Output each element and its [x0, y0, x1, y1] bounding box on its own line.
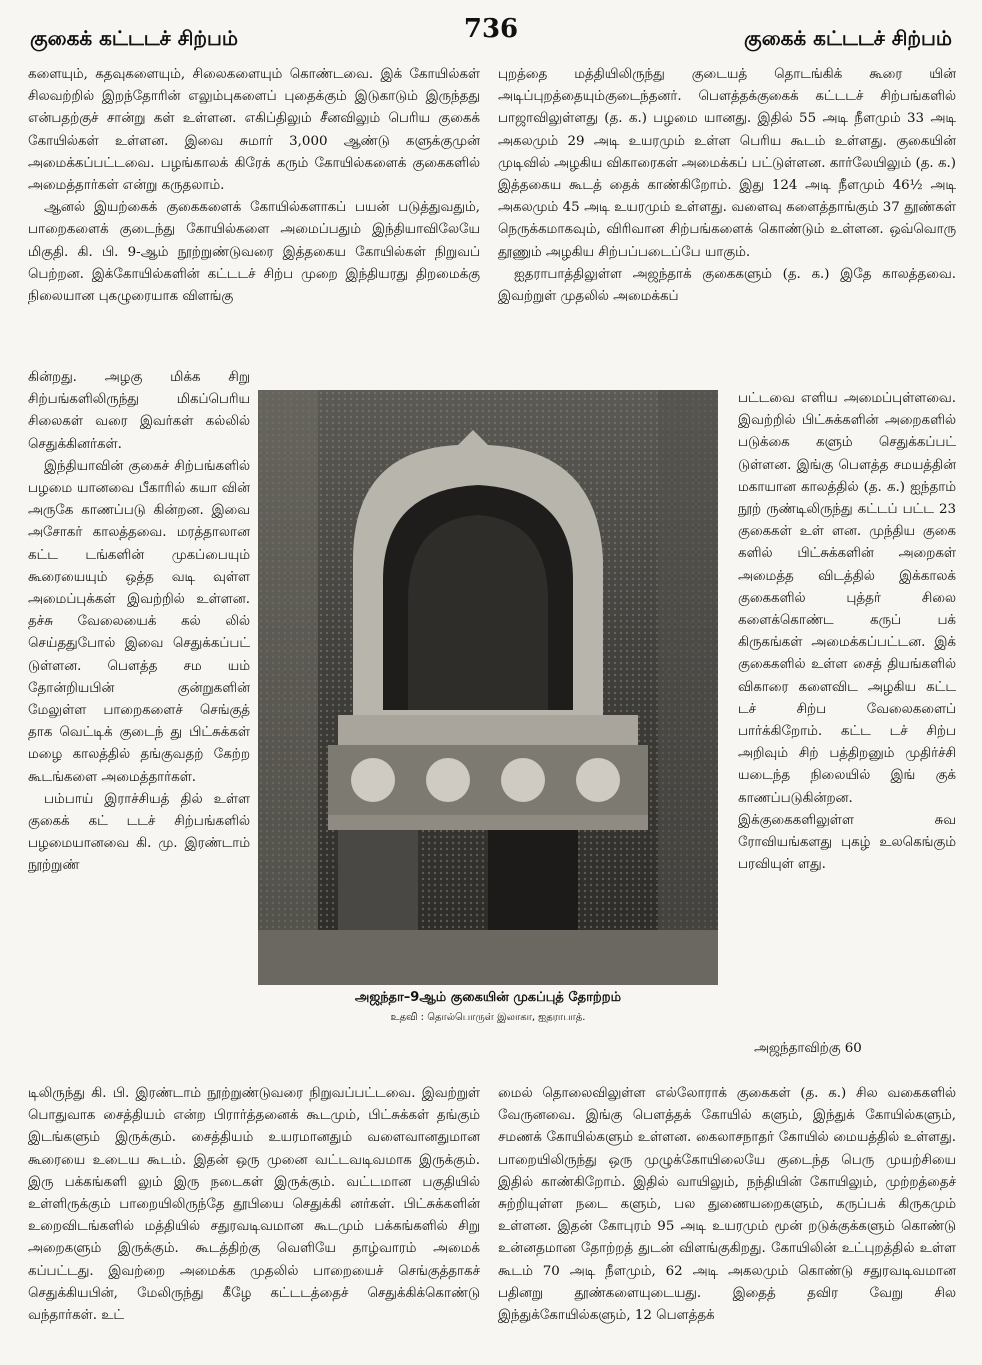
paragraph: களையும், கதவுகளையும், சிலைகளையும் கொண்டவை. இக் கோயில்கள் சிலவற்றில் இறந்தோரின் எலும்புகளைப் புதைக்கும் இடுகாடும் இருந்தது என்பதற்குச் சான்று கள் உள்ளன. எகிப்திலும் சீனவிலும் பெரிய குகைக் கோயில்கள் உள்ளன. இவை சுமார் 3,000 ஆண்டு களுக்குமுன் அமைக்கப்பட்டவை. பழங்காலக் கிரேக் கரும் கோயில்களைக் குகைகளில் அமைத்தார்கள் என்று கருதலாம்.	[28, 67, 480, 194]
paragraph: அஜந்தாவிற்கு 60	[754, 1041, 862, 1056]
paragraph: புறத்தை மத்தியிலிருந்து குடையத் தொடங்கிக் கூரை யின் அடிப்புறத்தையும்குடைந்தனர். பௌத்தக்குகைக் கட்டடச் சிற்பங்களில் பாஜாவிலுள்ளது (த. க.) பழமை யானது. இதில் 55 அடி நீளமும் 33 அடி அகலமும் 29 அடி உயரமும் உள்ள பெரிய கூடம் உள்ளது. குகையின் முடிவில் அழகிய விகாரைகள் அமைக்கப் பட்டுள்ளன. கார்லேயிலும் (த. க.) இத்தகைய கூடத் தைக் காண்கிறோம். இது 124 அடி நீளமும் 46½ அடி அகலமும் 45 அடி உயரமும் உள்ளது. வளைவு களைத்தாங்கும் 37 தூண்கள் நெருக்கமாகவும், விரிவான சிற்பங்களைக் கொண்டும் உள்ளன. ஒவ்வொரு தூணும் அழகிய சிற்பப்படைப்பே யாகும்.	[498, 67, 956, 260]
right-column-narrow	[738, 388, 956, 876]
left-column-top	[28, 64, 480, 308]
paragraph: கின்றது. அழகு மிக்க சிறு சிற்பங்களிலிருந்து மிகப்பெரிய சிலைகள் வரை இவர்கள் கல்லில் செதுக்கினர்கள்.	[28, 370, 250, 452]
page-header	[30, 14, 952, 58]
paragraph: மைல் தொலைவிலுள்ள எல்லோராக் குகைகள் (த. க.) சில வகைகளில் வேருனவை. இங்கு பௌத்தக் கோயில் களும், இந்துக் கோயில்களும், சமணக் கோயில்களும் உள்ளன. கைலாசநாதர் கோயில் மையத்தில் உள்ளது. பாறையிலிருந்து ஒரு முழுக்கோயிலையே குடைந்த பெரு முயற்சியை இதில் காண்கிறோம். இதில் வாயிலும், நந்தியின் கோயிலும், முற்றத்தைச் சுற்றியுள்ள நடை களும், பல துணையறைகளும், கருப்பக் கிருகமும் உள்ளன. இதன் கோபுரம் 95 அடி உயரமும் மூன் றடுக்குக்களும் கொண்டு உன்னதமான தோற்றத் துடன் விளங்குகிறது. கோயிலின் உட்புறத்தில் உள்ள கூடம் 70 அடி நீளமும், 62 அடி அகலமும் கொண்டு சதுரவடிவமான பதினறு தூண்களையுடையது. இதைத் தவிர வேறு சில இந்துக்கோயில்களும், 12 பௌத்தக்	[498, 1086, 956, 1324]
left-column-bottom	[28, 1083, 480, 1327]
right-column-bottom	[498, 1083, 956, 1327]
page-number: 736	[463, 14, 519, 44]
paragraph: டிலிருந்து கி. பி. இரண்டாம் நூற்றுண்டுவரை நிறுவப்பட்டவை. இவற்றுள் பொதுவாக சைத்தியம் என்ற பிரார்த்தனைக் கூடமும், பிட்சுக்கள் தங்கும் இடங்களும் இருக்கும். சைத்தியம் உயரமானதும் வளைவானதுமான கூரையை உடைய கூடம். இதன் ஒரு முனை வட்டவடிவமாக இருக்கும். இரு பக்கங்களி லும் இரு நடைகள் இருக்கும். வட்டமான பகுதியில் உள்ளிருக்கும் பாறையிலிருந்தே தூபியை செதுக்கி னர்கள். பிட்சுக்களின் உறைவிடங்களில் மத்தியில் சதுரவடிவமான கூடமும் பக்கங்களில் சிறு அறைகளும் இருக்கும். கூடத்திற்கு வெளியே தாழ்வாரம் அமைக் கப்பட்டது. இவற்றை அமைக்க முதலில் பாறையைச் செங்குத்தாகச் செதுக்கியபின், மேலிருந்து கீழே கட்டடத்தைச் செதுக்கிக்கொண்டு வந்தார்கள். உட்	[28, 1086, 480, 1324]
paragraph: இந்தியாவின் குகைச் சிற்பங்களில் பழமை யானவை பீகாரில் கயா வின் அருகே காணப்படு கின்றன. இவை அசோகர் காலத்தவை. மரத்தாலான கட்ட டங்களின் முகப்பையும் கூரையையும் ஒத்த வடி வுள்ள அமைப்புக்கள் இவற்றில் உள்ளன. தச்சு வேலையைக் கல் லில் செய்ததுபோல் இவை செதுக்கப்பட் டுள்ளன. பௌத்த சம யம் தோன்றியபின் குன்றுகளின் மேலுள்ள பாறைகளைச் செங்குத் தாக வெட்டிக் குடைந் து பிட்சுக்கள் மழை காலத்தில் தங்குவதற் கேற்ற கூடங்களை அமைத்தார்கள்.	[28, 458, 250, 785]
paragraph: பட்டவை எளிய அமைப்புள்ளவை. இவற்றில் பிட்சுக்களின் அறைகளில் படுக்கை களும் செதுக்கப்பட் டுள்ளன. இங்கு பௌத்த சமயத்தின் மகாயான காலத்தில் (த. க.) ஐந்தாம் நூற் ருண்டிலிருந்து கட்டப் பட்ட 23 குகைகள் உள் ளன. முந்திய குகை களில் பிட்சுக்களின் அறைகள் அமைத்த விடத்தில் இக்காலக் குகைகளில் புத்தர் சிலை களைக்கொண்ட கருப் பக் கிருகங்கள் அமைக்கப்பட்டன. இக் குகைகளில் உள்ள சைத் தியங்களில் விகாரை களைவிட அழகிய கட்ட டச் சிற்ப வேலைகளைப் பார்க்கிறோம். கட்ட டச் சிற்ப அறிவும் சிற் பத்திறனும் முதிர்ச்சி யடைந்த நிலையில் இங் குக் காணப்படுகின்றன. இக்குகைகளிலுள்ள சுவ ரோவியங்களது புகழ் உலகெங்கும் பரவியுள் ளது.	[738, 391, 956, 873]
caption-title: அஜந்தா–9ஆம் குகையின் முகப்புத் தோற்றம்	[354, 990, 622, 1005]
figure-caption	[258, 990, 718, 1024]
right-column-continuation	[738, 1038, 956, 1060]
running-title-right: குகைக் கட்டடச் சிற்பம்	[744, 26, 952, 50]
paragraph: ஐதராபாத்திலுள்ள அஜந்தாக் குகைகளும் (த. க.) இதே காலத்தவை. இவற்றுள் முதலில் அமைக்கப்	[498, 266, 956, 305]
caption-credit: உதவி : தொல்பொருள் இலாகா, ஐதராபாத்.	[390, 1012, 586, 1023]
cave-facade-photo	[258, 390, 718, 985]
running-title-left: குகைக் கட்டடச் சிற்பம்	[30, 26, 238, 50]
paragraph: ஆனல் இயற்கைக் குகைகளைக் கோயில்களாகப் பயன் படுத்துவதும், பாறைகளைக் குடைந்து கோயில்களை அமைப்பதும் இந்தியாவிலேயே மிகுதி. கி. பி. 9-ஆம் நூற்றுண்டுவரை இத்தகைய கோயில்கள் நிறுவப் பெற்றன. இக்கோயில்களின் கட்டடச் சிற்ப முறை இந்தியரது திறமைக்கு நிலையான புகழுரையாக விளங்கு	[28, 200, 480, 305]
left-column-narrow	[28, 367, 250, 878]
right-column-top	[498, 64, 956, 308]
paragraph: பம்பாய் இராச்சியத் தில் உள்ள குகைக் கட் டடச் சிற்பங்களில் பழமையானவை கி. மு. இரண்டாம் நூற்றுண்	[28, 791, 250, 874]
